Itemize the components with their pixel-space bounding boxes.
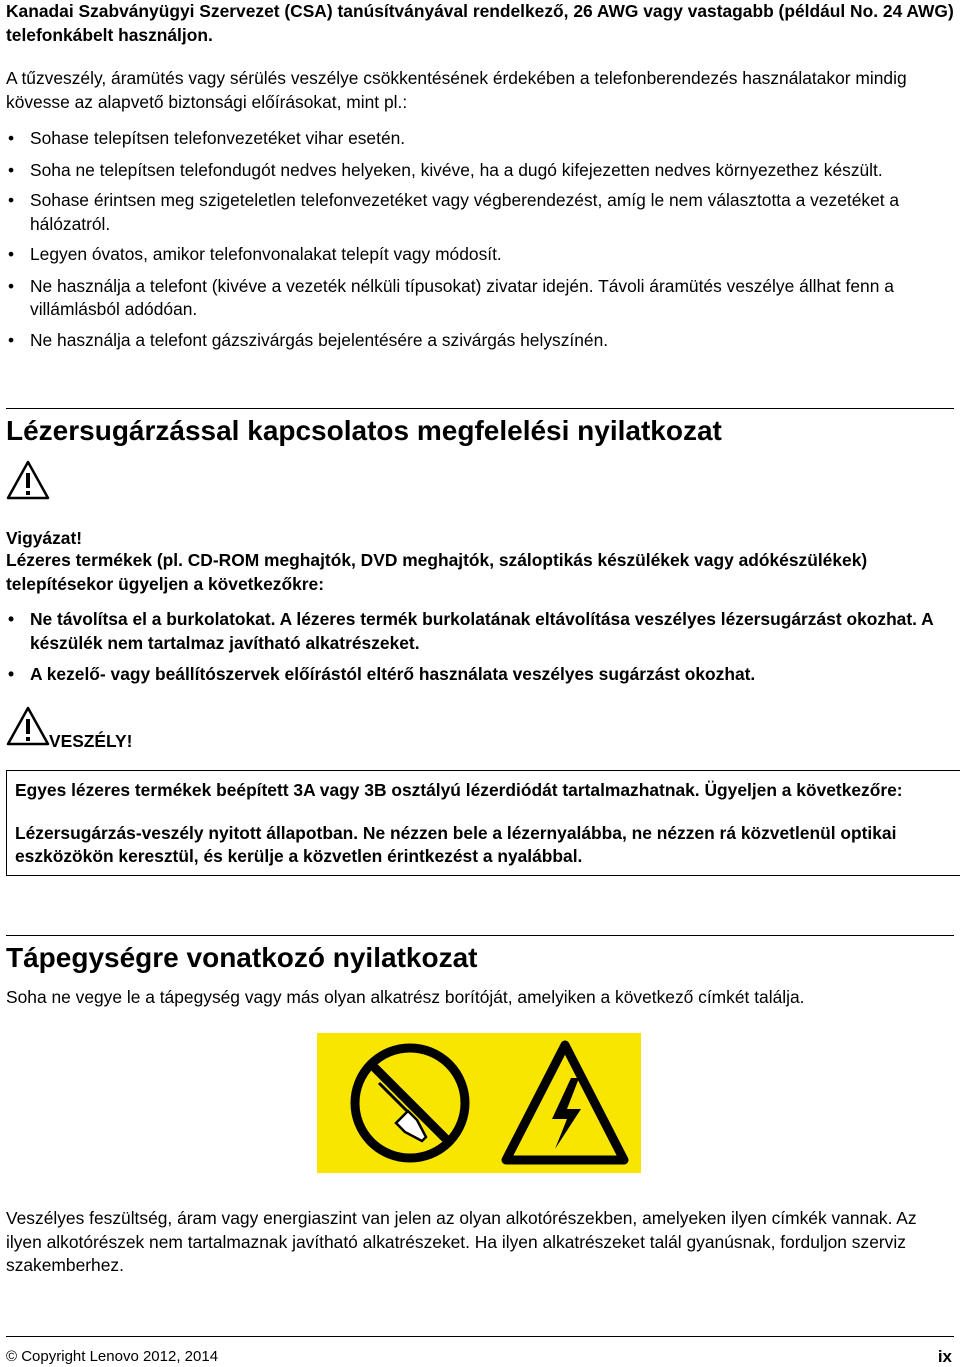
danger-triangle-icon: [6, 706, 50, 746]
hazard-label: [317, 1033, 641, 1173]
section-divider: [6, 935, 954, 936]
list-item: • Sohase érintsen meg szigeteletlen telefonvezetéket vagy végberendezést, amíg le nem választotta a vezetéket a hálózatról.: [8, 190, 900, 234]
section-divider: [6, 408, 954, 409]
danger-label: VESZÉLY!: [49, 731, 133, 751]
safety-intro: A tűzveszély, áramütés vagy sérülés veszélye csökkentésének érdekében a telefonberendezés használatakor mindig kövesse az alapvető biztonsági előírásokat, mint pl.:: [6, 68, 907, 112]
page-number: ix: [937, 1347, 952, 1366]
laser-section-heading: Lézersugárzással kapcsolatos megfelelési nyilatkozat: [6, 415, 722, 446]
list-item: • Sohase telepítsen telefonvezetéket vihar esetén.: [8, 128, 406, 148]
danger-box-text-2: Lézersugárzás-veszély nyitott állapotban. Ne nézzen bele a lézernyalábba, ne nézzen rá közvetlenül optikai eszközökön keresztül, és kerülje a közvetlen érintkezést a nyalábbal.: [15, 822, 897, 866]
list-item: • Ne használja a telefont gázszivárgás bejelentésére a szivárgás helyszínén.: [8, 329, 609, 350]
copyright: © Copyright Lenovo 2012, 2014: [6, 1348, 219, 1365]
power-section-heading: Tápegységre vonatkozó nyilatkozat: [6, 942, 478, 973]
list-item: • Soha ne telepítsen telefondugót nedves helyeken, kivéve, ha a dugó kifejezetten nedves környezethez készült.: [8, 159, 883, 180]
laser-danger-box: [6, 770, 960, 876]
caution-text: Lézeres termékek (pl. CD-ROM meghajtók, DVD meghajtók, száloptikás készülékek vagy adókészülékek) telepítésekor ügyeljen a következőkre:: [6, 550, 868, 594]
list-item: • A kezelő- vagy beállítószervek előírástól eltérő használata veszélyes sugárzást okozhat.: [8, 664, 756, 684]
list-item: • Ne használja a telefont (kivéve a vezeték nélküli típusokat) zivatar idején. Távoli áramütés veszélye állhat fenn a villámlásból adódóan.: [8, 275, 894, 319]
list-item: • Ne távolítsa el a burkolatokat. A lézeres termék burkolatának eltávolítása veszélyes lézersugárzást okozhat. A készülék nem tartalmaz javítható alkatrészeket.: [8, 609, 934, 653]
cable-requirement: Kanadai Szabványügyi Szervezet (CSA) tanúsítványával rendelkező, 26 AWG vagy vastagabb (például No. 24 AWG) telefonkábelt használjon.: [6, 1, 954, 45]
telephone-safety-list: [6, 127, 954, 360]
power-warning: Veszélyes feszültség, áram vagy energiaszint van jelen az olyan alkotórészekben, amelyeken ilyen címkék vannak. Az ilyen alkotórészek nem tartalmaznak javítható alkatrészeket. Ha ilyen alkatrészeket talál gyanúsnak, forduljon szerviz szakemberhez.: [6, 1208, 917, 1275]
power-section-intro: Soha ne vegye le a tápegység vagy más olyan alkatrész borítóját, amelyiken a következő címkét találja.: [6, 987, 805, 1007]
list-item: • Legyen óvatos, amikor telefonvonalakat telepít vagy módosít.: [8, 244, 502, 264]
caution-label: Vigyázat!: [6, 528, 83, 548]
footer-divider: [6, 1336, 954, 1337]
warning-triangle-icon: [6, 460, 50, 500]
danger-box-text-1: Egyes lézeres termékek beépített 3A vagy 3B osztályú lézerdiódát tartalmazhatnak. Ügyeljen a következőre:: [15, 780, 903, 800]
laser-caution-list: [6, 608, 954, 695]
